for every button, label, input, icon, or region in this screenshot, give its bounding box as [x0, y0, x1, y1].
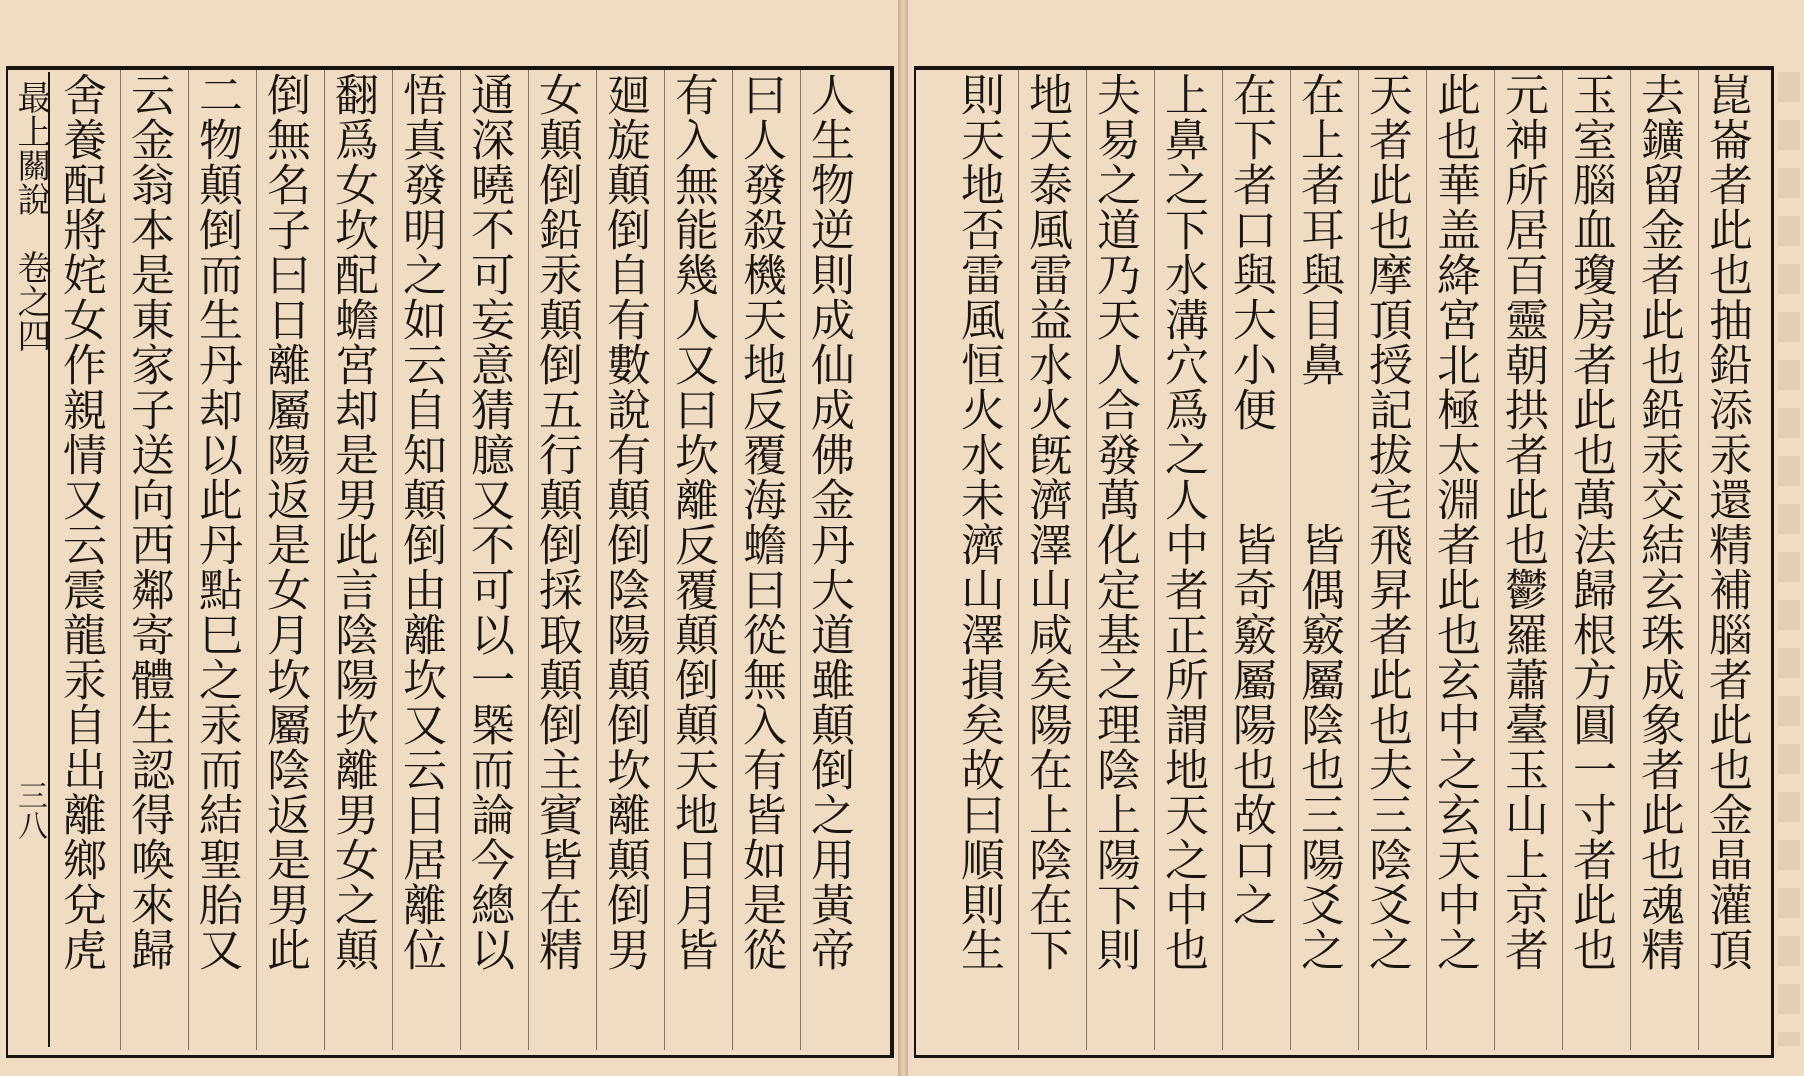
text-column: 悟真發明之如云自知顛倒由離坎又云日居離位	[395, 72, 446, 972]
text-column: 在上者耳與目鼻 皆偶竅屬陰也三陽爻之	[1293, 72, 1344, 972]
text-column: 女顛倒鉛汞顛倒五行顛倒採取顛倒主賓皆在精	[531, 72, 582, 972]
column-rule	[1630, 70, 1631, 1050]
column-rule	[1494, 70, 1495, 1050]
column-rule	[596, 70, 597, 1050]
left-page	[0, 0, 900, 1076]
column-rule	[1698, 70, 1699, 1050]
column-rule	[120, 70, 121, 1050]
column-rule	[528, 70, 529, 1050]
text-column: 舍養配將姹女作親情又云震龍汞自出離鄉兌虎	[55, 72, 106, 972]
column-rule	[1154, 70, 1155, 1050]
column-rule	[1290, 70, 1291, 1050]
text-column: 則天地否雷風恒火水未濟山澤損矣故曰順則生	[953, 72, 1004, 972]
column-rule	[188, 70, 189, 1050]
text-column: 夫易之道乃天人合發萬化定基之理陰上陽下則	[1089, 72, 1140, 972]
text-column: 二物顛倒而生丹却以此丹點巳之汞而結聖胎又	[191, 72, 242, 972]
text-column: 玉室腦血瓊房者此也萬法歸根方圓一寸者此也	[1565, 72, 1616, 972]
column-rule	[1358, 70, 1359, 1050]
column-rule	[800, 70, 801, 1050]
column-rule	[256, 70, 257, 1050]
right-page	[908, 0, 1804, 1076]
text-column: 倒無名子曰日離屬陽返是女月坎屬陰返是男此	[259, 72, 310, 972]
text-column: 去鑛留金者此也鉛汞交結玄珠成象者此也魂精	[1633, 72, 1684, 972]
text-column: 上鼻之下水溝穴爲之人中者正所謂地天之中也	[1157, 72, 1208, 972]
column-rule	[1086, 70, 1087, 1050]
column-rule	[1222, 70, 1223, 1050]
text-column: 翻爲女坎配蟾宮却是男此言陰陽坎離男女之顛	[327, 72, 378, 972]
text-column: 崑崙者此也抽鉛添汞還精補腦者此也金晶灌頂	[1701, 72, 1752, 972]
column-rule	[324, 70, 325, 1050]
bleed-through-edge	[1778, 72, 1800, 1046]
text-column: 元神所居百靈朝拱者此也鬱羅蕭臺玉山上京者	[1497, 72, 1548, 972]
text-column: 廻旋顛倒自有數說有顛倒陰陽顛倒坎離顛倒男	[599, 72, 650, 972]
text-column: 云金翁本是東家子送向西鄰寄體生認得喚來歸	[123, 72, 174, 972]
text-column: 有入無能幾人又曰坎離反覆顛倒顛天地日月皆	[667, 72, 718, 972]
page-number: 三八	[12, 780, 47, 840]
column-rule	[1562, 70, 1563, 1050]
text-column: 天者此也摩頂授記拔宅飛昇者此也夫三陰爻之	[1361, 72, 1412, 972]
column-rule	[1018, 70, 1019, 1050]
column-rule	[392, 70, 393, 1050]
column-rule	[664, 70, 665, 1050]
text-column: 在下者口與大小便 皆奇竅屬陽也故口之	[1225, 72, 1276, 927]
text-column: 通深曉不可妄意猜臆又不可以一槩而論今總以	[463, 72, 514, 972]
text-column: 人生物逆則成仙成佛金丹大道雖顛倒之用黃帝	[803, 72, 854, 972]
text-column: 地天泰風雷益水火旣濟澤山咸矣陽在上陰在下	[1021, 72, 1072, 972]
margin-book-title: 最上關說 卷之四	[11, 80, 51, 352]
column-rule	[1426, 70, 1427, 1050]
text-column: 此也華盖絳宮北極太淵者此也玄中之玄天中之	[1429, 72, 1480, 972]
column-rule	[460, 70, 461, 1050]
text-column: 曰人發殺機天地反覆海蟾曰從無入有皆如是從	[735, 72, 786, 972]
column-rule	[732, 70, 733, 1050]
